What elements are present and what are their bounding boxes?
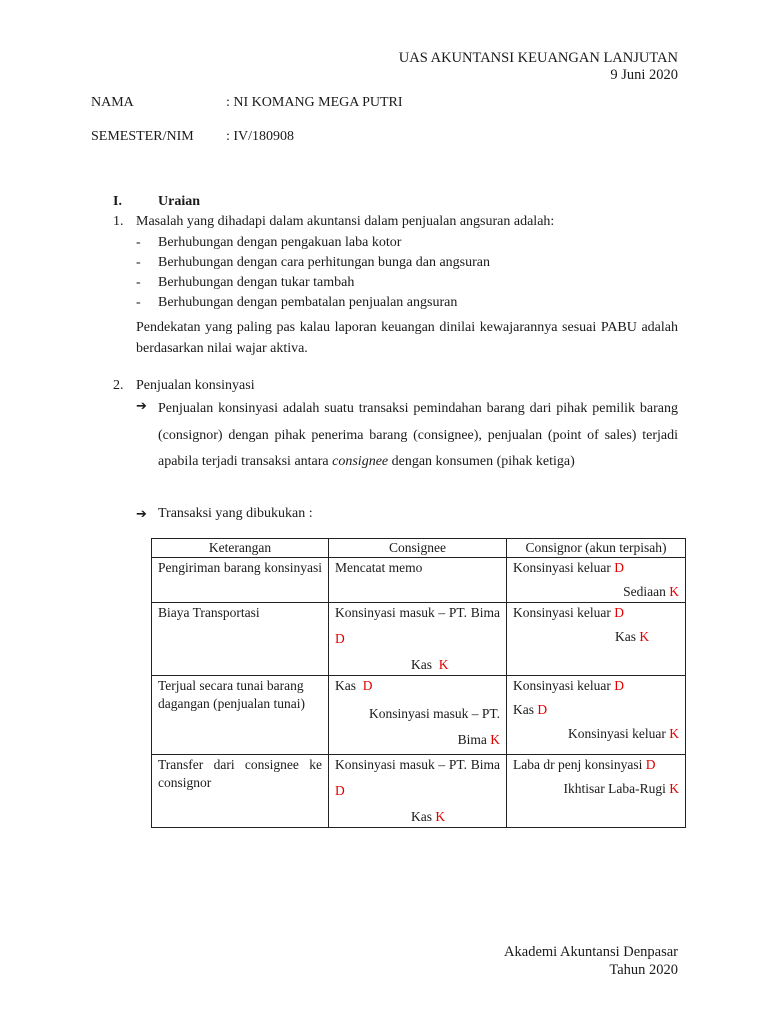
- footer-org: Akademi Akuntansi Denpasar: [504, 944, 678, 960]
- table-row: [152, 603, 686, 676]
- section-number: I.: [113, 194, 122, 209]
- cell-keterangan: Pengiriman barang konsinyasi: [152, 558, 329, 603]
- credit-mark: K: [435, 809, 446, 824]
- q1-bullet: Berhubungan dengan cara perhitungan bunga dan angsuran: [158, 255, 490, 270]
- debit-mark: D: [362, 678, 373, 693]
- q1-bullet: Berhubungan dengan pembatalan penjualan angsuran: [158, 295, 458, 310]
- exam-title: UAS AKUNTANSI KEUANGAN LANJUTAN: [398, 50, 678, 66]
- credit-mark: K: [669, 726, 679, 741]
- arrow-icon: ➔: [136, 507, 147, 522]
- credit-mark: K: [639, 629, 650, 644]
- q1-bullet: Berhubungan dengan pengakuan laba kotor: [158, 235, 402, 250]
- cell-consignor: Konsinyasi keluar D Kas D Konsinyasi keluar K: [507, 676, 686, 755]
- transactions-label: Transaksi yang dibukukan :: [158, 506, 313, 521]
- nim-label: SEMESTER/NIM: [91, 129, 194, 144]
- cell-consignee: Konsinyasi masuk – PT. Bima D Kas K: [329, 603, 507, 676]
- debit-mark: D: [645, 757, 656, 772]
- cell-consignor: Konsinyasi keluar D Kas K: [507, 603, 686, 676]
- footer-year: Tahun 2020: [609, 962, 678, 978]
- nim-value: : IV/180908: [226, 129, 295, 144]
- header-keterangan: Keterangan: [152, 539, 329, 558]
- exam-date: 9 Juni 2020: [610, 67, 678, 83]
- q1-bullet: Berhubungan dengan tukar tambah: [158, 275, 355, 290]
- consignment-definition: Penjualan konsinyasi adalah suatu transaksi pemindahan barang dari pihak pemilik barang (consignor) dengan pihak penerima barang (consignee), penjualan (point of sales) terjadi apabila terjadi transaksi antara consignee dengan konsumen (pihak ketiga): [158, 401, 678, 469]
- cell-keterangan: Transfer dari consignee ke consignor: [152, 755, 329, 828]
- cell-keterangan: Terjual secara tunai barang dagangan (penjualan tunai): [152, 676, 329, 755]
- table-header-row: [152, 539, 686, 558]
- credit-mark: K: [669, 781, 679, 796]
- credit-mark: K: [490, 732, 500, 747]
- arrow-icon: ➔: [136, 399, 147, 414]
- q1-number: 1.: [113, 214, 124, 229]
- table-row: [152, 755, 686, 828]
- section-title: Uraian: [158, 194, 200, 209]
- debit-mark: D: [335, 631, 345, 646]
- q2-title: Penjualan konsinyasi: [136, 378, 255, 393]
- header-consignee: Consignee: [329, 539, 507, 558]
- debit-mark: D: [335, 783, 345, 798]
- table-row: [152, 558, 686, 603]
- table-row: [152, 676, 686, 755]
- debit-mark: D: [614, 605, 624, 620]
- q1-text: Masalah yang dihadapi dalam akuntansi dalam penjualan angsuran adalah:: [136, 214, 555, 229]
- header-consignor: Consignor (akun terpisah): [507, 539, 686, 558]
- debit-mark: D: [614, 560, 624, 575]
- bullet-mark: -: [136, 235, 141, 250]
- credit-mark: K: [438, 657, 449, 672]
- cell-consignee: Konsinyasi masuk – PT. Bima D Kas K: [329, 755, 507, 828]
- q1-conclusion: Pendekatan yang paling pas kalau laporan keuangan dinilai kewajarannya sesuai PABU adalah berdasarkan nilai wajar aktiva.: [136, 320, 678, 356]
- bullet-mark: -: [136, 295, 141, 310]
- debit-mark: D: [537, 702, 548, 717]
- cell-consignor: Konsinyasi keluar D Sediaan K: [507, 558, 686, 603]
- credit-mark: K: [669, 584, 679, 599]
- debit-mark: D: [614, 678, 624, 693]
- name-value: : NI KOMANG MEGA PUTRI: [226, 95, 403, 110]
- cell-keterangan: Biaya Transportasi: [152, 603, 329, 676]
- q2-number: 2.: [113, 378, 124, 393]
- cell-consignor: Laba dr penj konsinyasi D Ikhtisar Laba-Rugi K: [507, 755, 686, 828]
- cell-consignee: Mencatat memo: [329, 558, 507, 603]
- bullet-mark: -: [136, 275, 141, 290]
- name-label: NAMA: [91, 95, 134, 110]
- transactions-table: [151, 538, 686, 828]
- bullet-mark: -: [136, 255, 141, 270]
- cell-consignee: Kas D Konsinyasi masuk – PT. Bima K: [329, 676, 507, 755]
